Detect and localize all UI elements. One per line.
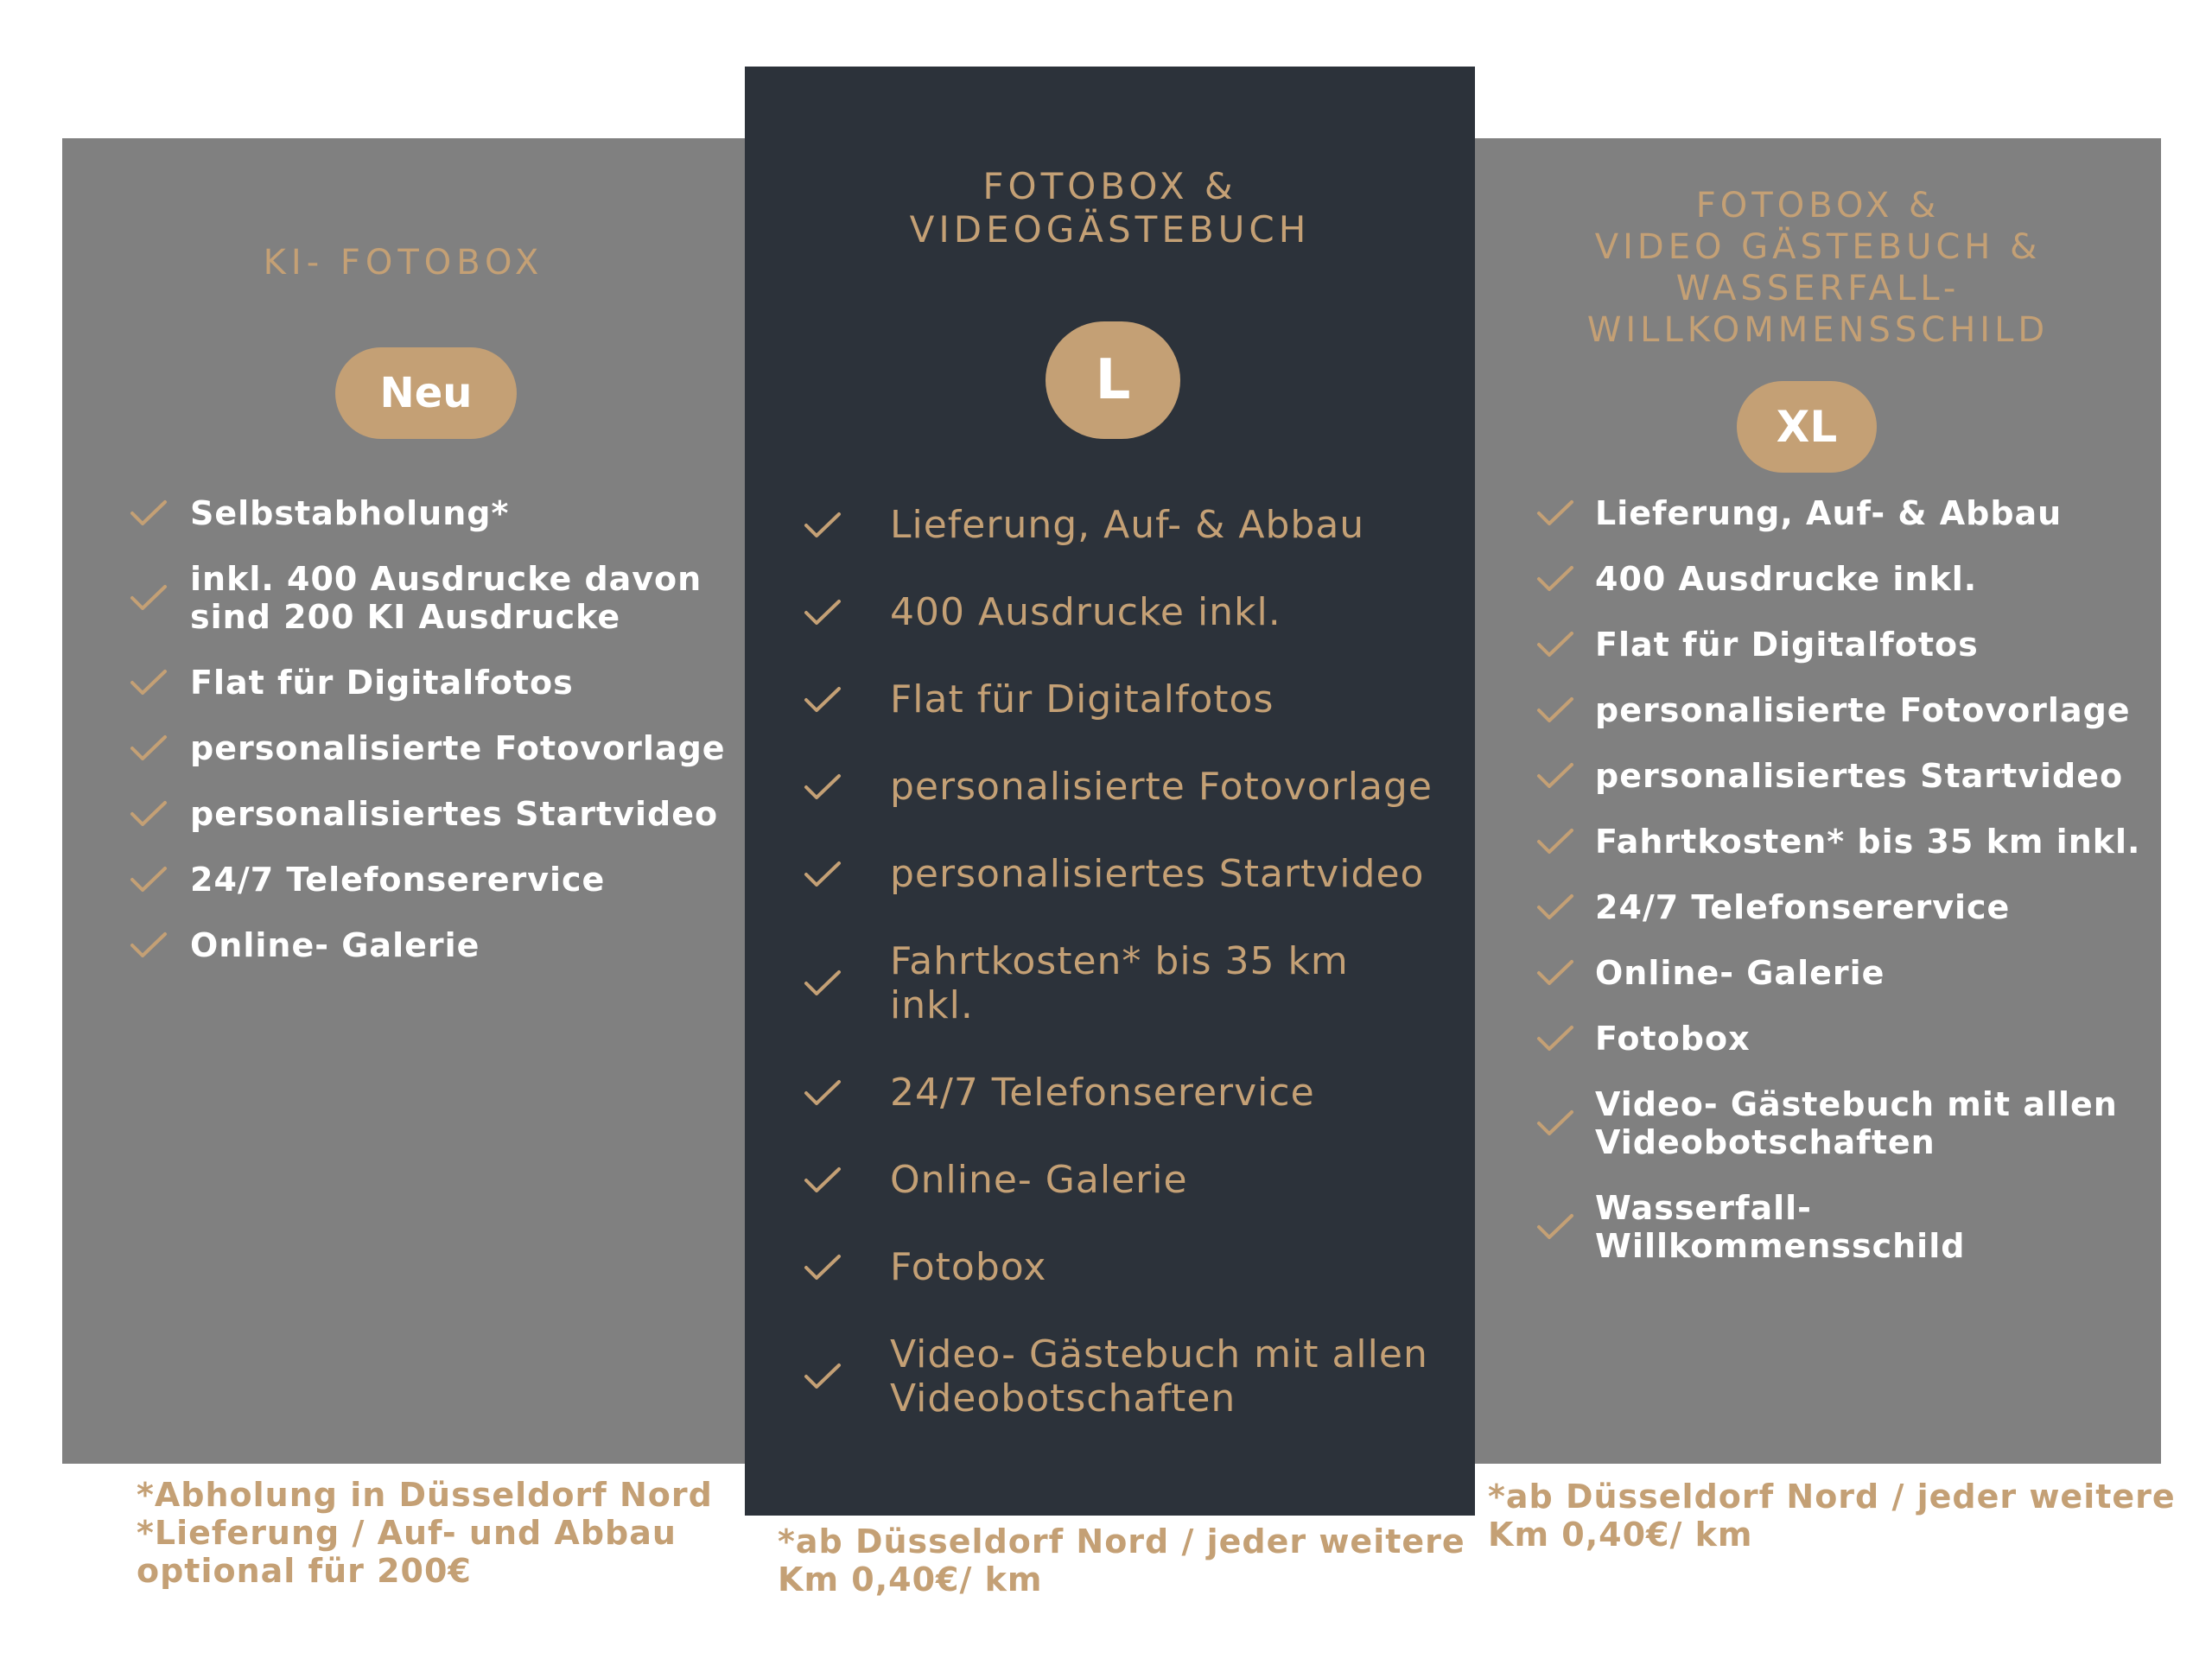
package-badge: Neu: [335, 347, 517, 439]
feature-label: Flat für Digitalfotos: [1595, 626, 1979, 664]
checkmark-icon: [130, 931, 190, 960]
feature-item: [1536, 1189, 2158, 1265]
package-title: KI- FOTOBOX: [263, 243, 544, 283]
feature-item: [130, 795, 734, 833]
feature-label: Fotobox: [890, 1245, 1047, 1289]
feature-item: [804, 677, 1460, 721]
feature-label: Flat für Digitalfotos: [890, 677, 1274, 721]
feature-label: 24/7 Telefonserervice: [190, 861, 606, 899]
feature-label: Fahrtkosten* bis 35 km inkl.: [890, 939, 1349, 1027]
feature-label: Fotobox: [1595, 1020, 1751, 1058]
feature-label: 400 Ausdrucke inkl.: [1595, 560, 1978, 598]
feature-item: [1536, 954, 2158, 992]
checkmark-icon: [1536, 630, 1595, 659]
feature-label: Wasserfall- Willkommensschild: [1595, 1189, 1966, 1265]
checkmark-icon: [1536, 761, 1595, 791]
package-badge: L: [1046, 321, 1180, 439]
feature-item: [804, 765, 1460, 809]
feature-label: Lieferung, Auf- & Abbau: [1595, 494, 2063, 532]
feature-item: [130, 926, 734, 964]
feature-label: Fahrtkosten* bis 35 km inkl.: [1595, 823, 2141, 861]
feature-item: [1536, 1020, 2158, 1058]
checkmark-icon: [804, 1166, 890, 1195]
feature-label: Video- Gästebuch mit allen Videobotschaften: [890, 1332, 1428, 1421]
feature-item: [1536, 626, 2158, 664]
feature-label: 24/7 Telefonserervice: [1595, 888, 2011, 926]
checkmark-icon: [130, 583, 190, 613]
checkmark-icon: [130, 799, 190, 829]
feature-label: personalisiertes Startvideo: [1595, 757, 2124, 795]
feature-item: [804, 590, 1460, 634]
feature-item: [804, 503, 1460, 547]
feature-label: 400 Ausdrucke inkl.: [890, 590, 1281, 634]
feature-item: [1536, 823, 2158, 861]
feature-item: [804, 852, 1460, 896]
feature-item: [804, 1332, 1460, 1421]
feature-label: personalisierte Fotovorlage: [190, 729, 726, 767]
feature-item: [130, 494, 734, 532]
feature-label: personalisiertes Startvideo: [890, 852, 1425, 896]
checkmark-icon: [1536, 1212, 1595, 1242]
footnote-ki-fotobox: *Abholung in Düsseldorf Nord *Lieferung / Auf- und Abbau optional für 200€: [137, 1476, 713, 1590]
checkmark-icon: [1536, 696, 1595, 725]
feature-item: [1536, 888, 2158, 926]
package-badge: XL: [1737, 381, 1877, 473]
feature-label: Video- Gästebuch mit allen Videobotschaften: [1595, 1085, 2118, 1161]
package-card-fotobox-videogaestebuch: [745, 67, 1475, 1516]
feature-item: [1536, 1085, 2158, 1161]
feature-item: [130, 664, 734, 702]
feature-item: [1536, 757, 2158, 795]
feature-item: [804, 1158, 1460, 1202]
checkmark-icon: [804, 511, 890, 540]
checkmark-icon: [804, 1362, 890, 1391]
checkmark-icon: [804, 969, 890, 998]
checkmark-icon: [1536, 564, 1595, 594]
feature-item: [804, 1071, 1460, 1115]
checkmark-icon: [804, 860, 890, 889]
checkmark-icon: [1536, 1109, 1595, 1138]
feature-label: Selbstabholung*: [190, 494, 510, 532]
footnote-xl-package: *ab Düsseldorf Nord / jeder weitere Km 0,40€/ km: [1488, 1478, 2176, 1554]
package-title: FOTOBOX & VIDEOGÄSTEBUCH: [909, 165, 1311, 251]
checkmark-icon: [804, 1078, 890, 1108]
checkmark-icon: [130, 499, 190, 528]
feature-label: Online- Galerie: [190, 926, 480, 964]
feature-label: personalisierte Fotovorlage: [1595, 691, 2131, 729]
feature-label: personalisierte Fotovorlage: [890, 765, 1433, 809]
checkmark-icon: [130, 865, 190, 894]
feature-label: Lieferung, Auf- & Abbau: [890, 503, 1365, 547]
package-card-fotobox-video-wasserfall: [1475, 138, 2161, 1464]
feature-label: inkl. 400 Ausdrucke davon sind 200 KI Ausdrucke: [190, 560, 702, 636]
feature-item: [130, 729, 734, 767]
checkmark-icon: [130, 734, 190, 763]
checkmark-icon: [804, 598, 890, 627]
checkmark-icon: [1536, 893, 1595, 922]
checkmark-icon: [804, 772, 890, 802]
feature-list: [1536, 494, 2158, 1293]
checkmark-icon: [1536, 958, 1595, 988]
checkmark-icon: [1536, 827, 1595, 856]
feature-list: [804, 503, 1460, 1464]
feature-item: [1536, 560, 2158, 598]
package-title: FOTOBOX & VIDEO GÄSTEBUCH & WASSERFALL- WILLKOMMENSSCHILD: [1586, 186, 2050, 350]
feature-label: Online- Galerie: [890, 1158, 1188, 1202]
feature-label: personalisiertes Startvideo: [190, 795, 719, 833]
feature-item: [1536, 494, 2158, 532]
checkmark-icon: [804, 685, 890, 715]
footnote-l-package: *ab Düsseldorf Nord / jeder weitere Km 0,40€/ km: [778, 1522, 1465, 1599]
feature-item: [1536, 691, 2158, 729]
feature-item: [130, 861, 734, 899]
checkmark-icon: [1536, 1024, 1595, 1053]
checkmark-icon: [1536, 499, 1595, 528]
package-card-ki-fotobox: [62, 138, 745, 1464]
checkmark-icon: [804, 1253, 890, 1282]
feature-list: [130, 494, 734, 992]
checkmark-icon: [130, 668, 190, 697]
feature-label: 24/7 Telefonserervice: [890, 1071, 1315, 1115]
feature-label: Flat für Digitalfotos: [190, 664, 574, 702]
feature-label: Online- Galerie: [1595, 954, 1885, 992]
feature-item: [804, 1245, 1460, 1289]
feature-item: [804, 939, 1460, 1027]
feature-item: [130, 560, 734, 636]
